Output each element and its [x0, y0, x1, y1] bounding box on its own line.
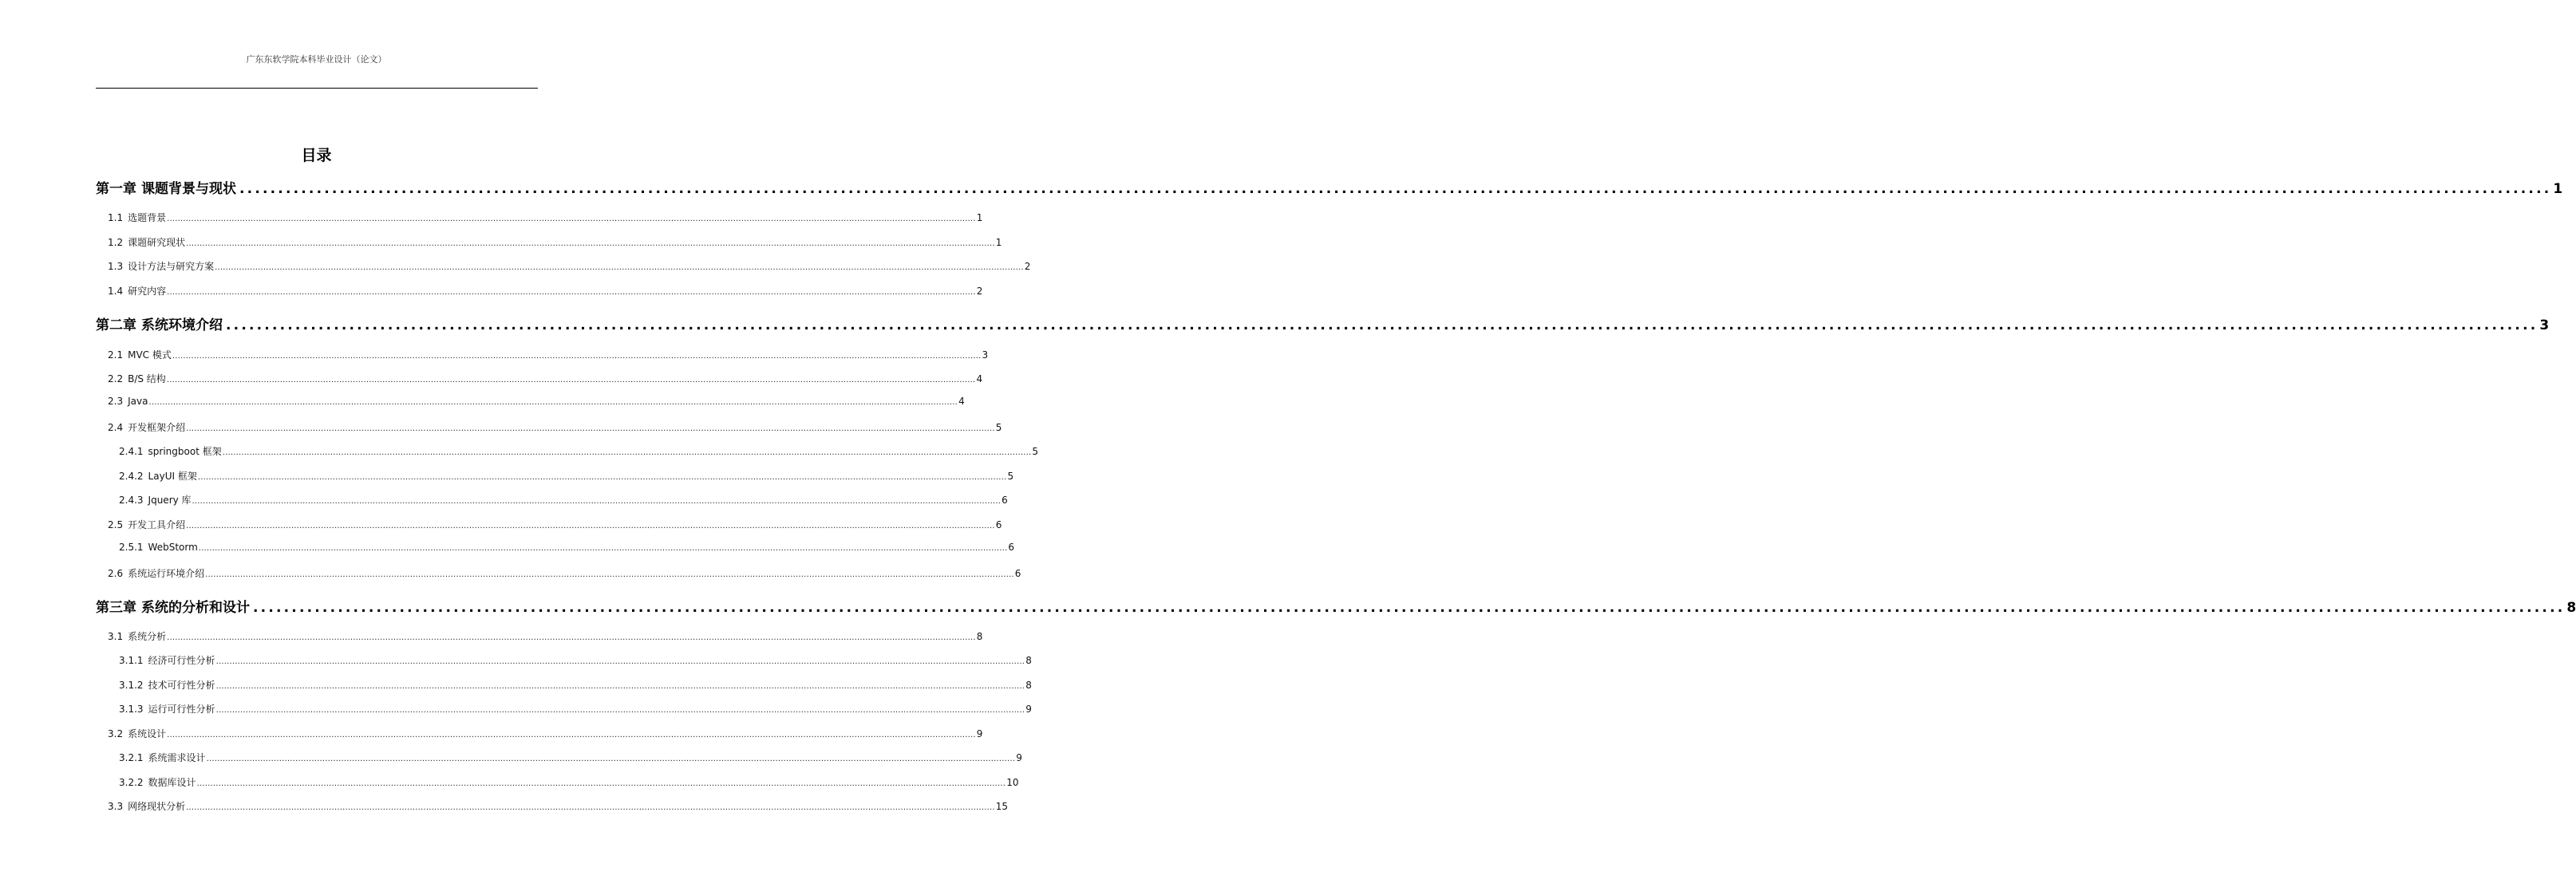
toc-section-entry[interactable] — [119, 493, 1008, 507]
toc-dot-leader: ............................................................................................................................................................................................................................................................................................................ — [197, 473, 1007, 482]
toc-entry-label — [108, 420, 185, 434]
toc-entry-label — [119, 653, 215, 667]
toc-page-number: 5 — [1032, 446, 1038, 457]
toc-entry-title: 系统需求设计 — [148, 752, 206, 763]
toc-entry-label — [119, 751, 206, 764]
toc-page-number: 6 — [995, 519, 1002, 530]
toc-entry-title: MVC 模式 — [128, 349, 172, 361]
toc-section-entry[interactable] — [108, 727, 983, 740]
toc-page-number: 8 — [976, 631, 983, 642]
toc-section-entry[interactable] — [108, 284, 983, 298]
toc-section-entry[interactable] — [108, 348, 989, 361]
toc-page-number: 1 — [976, 212, 983, 223]
toc-dot-leader: ............................................................................................................................................................................................................................................................................................................ — [222, 448, 1032, 457]
toc-entry-number: 2.3 — [108, 396, 124, 407]
toc-entry-label — [96, 313, 223, 333]
toc-section-entry[interactable] — [108, 629, 983, 643]
toc-entry-title: 系统的分析和设计 — [141, 600, 250, 616]
toc-dot-leader: ............................................................................................................................................................................................................................................................................................................ — [166, 376, 976, 384]
toc-entry-title: 课题背景与现状 — [141, 181, 236, 197]
toc-entry-number: 第一章 — [96, 181, 136, 197]
toc-entry-number: 2.4.1 — [119, 446, 144, 457]
toc-entry-number: 3.1.3 — [119, 704, 144, 715]
toc-entry-number: 2.5.1 — [119, 542, 144, 553]
toc-entry-label — [108, 348, 172, 361]
toc-entry-number: 第三章 — [96, 600, 136, 616]
toc-page-number: 10 — [1006, 777, 1019, 788]
toc-dot-leader: ............................................................................................................................................................................................................................................................................................................ — [253, 600, 2566, 616]
toc-entry-title: 数据库设计 — [148, 777, 196, 788]
toc-dot-leader: ............................................................................................................................................................................................................................................................................................................ — [186, 522, 995, 530]
toc-entry-title: 技术可行性分析 — [148, 680, 215, 691]
toc-dot-leader: ............................................................................................................................................................................................................................................................................................................ — [192, 497, 1002, 506]
toc-entry-title: 经济可行性分析 — [148, 655, 215, 666]
toc-section-entry[interactable] — [119, 653, 1032, 667]
toc-dot-leader: ............................................................................................................................................................................................................................................................................................................ — [167, 633, 976, 642]
toc-chapter-entry[interactable] — [96, 313, 2550, 333]
toc-entry-number: 2.5 — [108, 519, 124, 530]
toc-entry-title: 系统设计 — [128, 728, 167, 739]
toc-dot-leader: ............................................................................................................................................................................................................................................................................................................ — [167, 215, 976, 223]
toc-page-number: 9 — [976, 728, 983, 739]
toc-entry-number: 3.2 — [108, 728, 124, 739]
toc-page-number: 4 — [958, 396, 965, 407]
toc-section-entry[interactable] — [119, 469, 1014, 483]
toc-section-entry[interactable] — [108, 372, 983, 385]
toc-section-entry[interactable] — [108, 420, 1002, 434]
toc-dot-leader: ............................................................................................................................................................................................................................................................................................................ — [167, 288, 976, 297]
toc-section-entry[interactable] — [119, 775, 1019, 789]
toc-dot-leader: ............................................................................................................................................................................................................................................................................................................ — [215, 682, 1025, 691]
toc-entry-title: 开发框架介绍 — [128, 422, 186, 433]
toc-entry-number: 第二章 — [96, 317, 136, 333]
header-rule — [96, 88, 538, 89]
toc-entry-label — [108, 259, 214, 273]
toc-section-entry[interactable] — [108, 259, 1031, 273]
toc-page-number: 2 — [1024, 261, 1031, 272]
toc-page-number: 6 — [1014, 568, 1021, 579]
toc-entry-number: 2.4 — [108, 422, 124, 433]
toc-entry-title: 网络现状分析 — [128, 801, 186, 812]
toc-dot-leader: ............................................................................................................................................................................................................................................................................................................ — [215, 263, 1024, 272]
toc-page-number: 6 — [1008, 542, 1015, 553]
toc-entry-label — [108, 566, 204, 580]
toc-page-number: 8 — [2566, 600, 2576, 616]
toc-entry-number: 2.1 — [108, 349, 124, 361]
toc-dot-leader: ............................................................................................................................................................................................................................................................................................................ — [226, 317, 2538, 333]
toc-entry-label — [108, 629, 166, 643]
toc-entry-number: 1.3 — [108, 261, 124, 272]
toc-page-number: 3 — [2539, 317, 2550, 333]
toc-dot-leader: ............................................................................................................................................................................................................................................................................................................ — [239, 181, 2552, 197]
toc-dot-leader: ............................................................................................................................................................................................................................................................................................................ — [198, 544, 1008, 553]
toc-page-number: 15 — [995, 801, 1009, 812]
toc-entry-title: 运行可行性分析 — [148, 704, 215, 715]
toc-entry-title: 系统分析 — [128, 631, 167, 642]
toc-section-entry[interactable] — [119, 444, 1038, 458]
toc-dot-leader: ............................................................................................................................................................................................................................................................................................................ — [206, 755, 1016, 763]
toc-entry-number: 1.2 — [108, 237, 124, 248]
toc-page-number: 9 — [1025, 704, 1032, 715]
toc-chapter-entry[interactable] — [96, 177, 2563, 197]
toc-entry-number: 2.2 — [108, 373, 124, 384]
toc-page-number: 8 — [1025, 655, 1032, 666]
toc-dot-leader: ............................................................................................................................................................................................................................................................................................................ — [186, 424, 995, 433]
toc-section-entry[interactable] — [119, 678, 1032, 692]
toc-entry-label — [119, 444, 222, 458]
toc-section-entry[interactable] — [108, 566, 1021, 580]
toc-entry-number: 1.4 — [108, 286, 124, 297]
toc-entry-label — [108, 396, 148, 407]
toc-entry-label — [108, 372, 166, 385]
toc-dot-leader: ............................................................................................................................................................................................................................................................................................................ — [167, 731, 976, 739]
toc-title: 目录 — [301, 147, 332, 164]
toc-entry-label — [96, 596, 250, 616]
toc-entry-number: 1.1 — [108, 212, 124, 223]
toc-page-number: 4 — [976, 373, 983, 384]
toc-entry-title: 研究内容 — [128, 286, 167, 297]
toc-dot-leader: ............................................................................................................................................................................................................................................................................................................ — [172, 352, 982, 361]
toc-entry-title: WebStorm — [148, 542, 198, 553]
toc-entry-label — [108, 235, 185, 249]
toc-dot-leader: ............................................................................................................................................................................................................................................................................................................ — [186, 239, 995, 248]
toc-entry-number: 3.3 — [108, 801, 124, 812]
toc-entry-title: B/S 结构 — [128, 373, 166, 384]
toc-page-number: 1 — [2553, 181, 2563, 197]
toc-entry-title: 选题背景 — [128, 212, 167, 223]
toc-entry-number: 2.4.2 — [119, 471, 144, 482]
toc-entry-label — [119, 469, 197, 483]
toc-entry-label — [108, 727, 166, 740]
page-header: 广东东软学院本科毕业设计（论文） — [246, 54, 387, 65]
toc-dot-leader: ............................................................................................................................................................................................................................................................................................................ — [186, 803, 995, 812]
toc-dot-leader: ............................................................................................................................................................................................................................................................................................................ — [215, 657, 1025, 666]
toc-section-entry[interactable] — [108, 518, 1002, 531]
toc-page-number: 8 — [1025, 680, 1032, 691]
toc-page-number: 5 — [1007, 471, 1014, 482]
toc-entry-title: LayUI 框架 — [148, 471, 197, 482]
toc-entry-number: 3.1 — [108, 631, 124, 642]
toc-dot-leader: ............................................................................................................................................................................................................................................................................................................ — [215, 706, 1025, 715]
toc-page-number: 9 — [1016, 752, 1022, 763]
toc-entry-label — [119, 678, 215, 692]
toc-section-entry[interactable] — [119, 702, 1032, 716]
toc-section-entry[interactable] — [108, 396, 965, 407]
toc-dot-leader: ............................................................................................................................................................................................................................................................................................................ — [196, 779, 1006, 788]
toc-entry-number: 3.2.2 — [119, 777, 144, 788]
toc-entry-title: Jquery 库 — [148, 495, 192, 506]
toc-entry-label — [119, 775, 196, 789]
toc-page-number: 1 — [995, 237, 1002, 248]
toc-entry-title: 系统运行环境介绍 — [128, 568, 205, 579]
toc-entry-label — [108, 518, 185, 531]
toc-section-entry[interactable] — [119, 542, 1015, 553]
toc-entry-number: 3.1.2 — [119, 680, 144, 691]
toc-entry-label — [119, 493, 192, 507]
toc-section-entry[interactable] — [108, 799, 1009, 813]
toc-entry-title: Java — [128, 396, 148, 407]
toc-dot-leader: ............................................................................................................................................................................................................................................................................................................ — [148, 398, 958, 407]
toc-section-entry[interactable] — [108, 235, 1002, 249]
toc-page-number: 6 — [1002, 495, 1008, 506]
toc-page-number: 3 — [982, 349, 989, 361]
toc-entry-label — [119, 702, 215, 716]
toc-page-number: 5 — [995, 422, 1002, 433]
toc-entry-title: 系统环境介绍 — [141, 317, 223, 333]
toc-section-entry[interactable] — [119, 751, 1022, 764]
toc-section-entry[interactable] — [108, 211, 983, 224]
toc-chapter-entry[interactable] — [96, 596, 2576, 616]
toc-entry-label — [108, 799, 185, 813]
toc-entry-label — [108, 211, 166, 224]
toc-entry-label — [96, 177, 236, 197]
toc-entry-title: springboot 框架 — [148, 446, 222, 457]
toc-entry-number: 2.4.3 — [119, 495, 144, 506]
toc-dot-leader: ............................................................................................................................................................................................................................................................................................................ — [205, 570, 1014, 579]
toc-entry-title: 课题研究现状 — [128, 237, 186, 248]
toc-page-number: 2 — [976, 286, 983, 297]
toc-entry-label — [119, 542, 198, 553]
toc-entry-number: 3.1.1 — [119, 655, 144, 666]
toc-entry-title: 设计方法与研究方案 — [128, 261, 215, 272]
toc-entry-number: 3.2.1 — [119, 752, 144, 763]
toc-entry-title: 开发工具介绍 — [128, 519, 186, 530]
toc-entry-label — [108, 284, 166, 298]
toc-entry-number: 2.6 — [108, 568, 124, 579]
